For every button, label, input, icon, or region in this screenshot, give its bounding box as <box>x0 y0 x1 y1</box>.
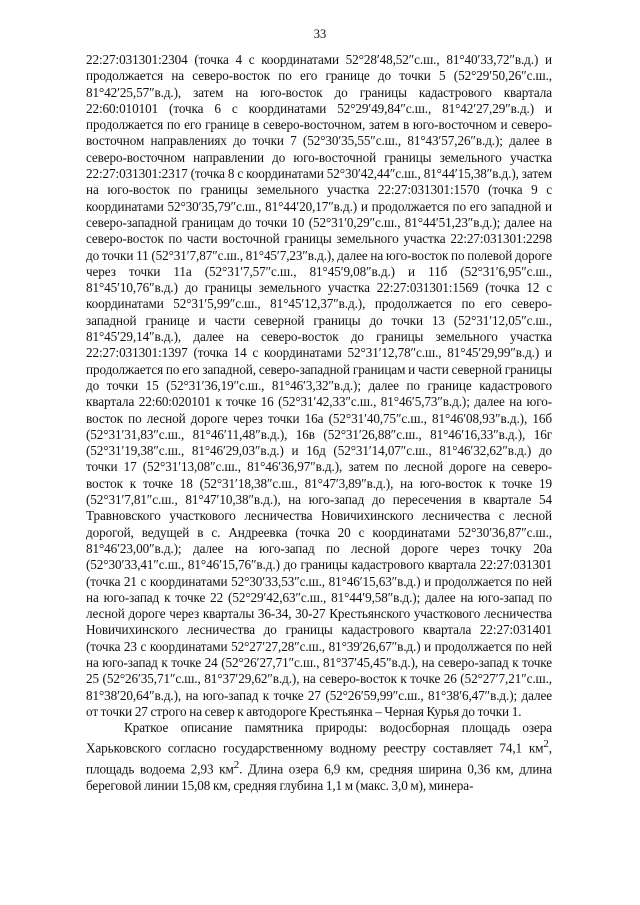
superscript-squared-2: 2 <box>233 759 240 772</box>
summary-text-part-3: . Длина озера 6,9 км, средняя ширина 0,36 км, длина береговой линии 15,08 км, средняя глубина 1,1 м (макс. 3,0 м), минера- <box>86 761 552 793</box>
summary-paragraph <box>86 720 552 794</box>
document-body <box>86 52 552 794</box>
summary-text-part-2: , площадь водоема 2,93 км <box>86 740 552 777</box>
superscript-squared-1: 2 <box>543 738 549 751</box>
summary-text-part-1: Краткое описание памятника природы: водосборная площадь озера Харьковского согласно государственному водному реестру составляет 74,1 км <box>86 720 552 756</box>
page-number: 33 <box>313 27 327 41</box>
boundary-description-paragraph: 22:27:031301:2304 (точка 4 с координатами 52°28′48,52″с.ш., 81°40′33,72″в.д.) и продолжается на северо-восток по его границе до точки 5 (52°29′50,26″с.ш., 81°42′25,57″в.д.), затем на юго-восток до границы кадастрового квартала 22:60:010101 (точка 6 с координатами 52°29′49,84″с.ш., 81°42′27,29″в.д.) и продолжается по его границе в северо-восточном, затем в юго-восточном и северо-восточном направлениях до точки 7 (52°30′35,55″с.ш., 81°43′57,26″в.д.); далее в северо-восточном направлении до юго-восточной границы земельного участка 22:27:031301:2317 (точка 8 с координатами 52°30′42,44″с.ш., 81°44′15,38″в.д.), затем на юго-восток по границы земельного участка 22:27:031301:1570 (точка 9 с координатами 52°30′35,79″с.ш., 81°44′20,17″в.д.) и продолжается по его западной и северо-западной границам до точки 10 (52°31′0,29″с.ш., 81°44′51,23″в.д.); далее на северо-восток по части восточной границы земельного участка 22:27:031301:2298 до точки 11 (52°31′7,87″с.ш., 81°45′7,23″в.д.), далее на юго-восток по полевой дороге через точки 11а (52°31′7,57″с.ш., 81°45′9,08″в.д.) и 11б (52°31′6,95″с.ш., 81°45′10,76″в.д.) до границы земельного участка 22:27:031301:1569 (точка 12 с координатами 52°31′5,99″с.ш., 81°45′12,37″в.д.), продолжается по его северо-западной границе и части северной границы до точки 13 (52°31′12,05″с.ш., 81°45′29,14″в.д.), далее на северо-восток до границы земельного участка 22:27:031301:1397 (точка 14 с координатами 52°31′12,78″с.ш., 81°45′29,99″в.д.) и продолжается по его западной, северо-западной границам и части северной границы до точки 15 (52°31′36,19″с.ш., 81°46′3,32″в.д.); далее по границе кадастрового квартала 22:60:020101 к точке 16 (52°31′42,33″с.ш., 81°46′5,73″в.д.); далее на юго-восток по лесной дороге через точки 16а (52°31′40,75″с.ш., 81°46′08,93″в.д.), 16б (52°31′31,83″с.ш., 81°46′11,48″в.д.), 16в (52°31′26,88″с.ш., 81°46′16,33″в.д.), 16г (52°31′19,38″с.ш., 81°46′29,03″в.д.) и 16д (52°31′14,07″с.ш., 81°46′32,62″в.д.) до точки 17 (52°31′13,08″с.ш., 81°46′36,97″в.д.), затем по лесной дороге на северо-восток к точке 18 (52°31′18,38″с.ш., 81°47′3,89″в.д.), на юго-восток к точке 19 (52°31′7,81″с.ш., 81°47′10,38″в.д.), на юго-запад до пересечения в квартале 54 Травновского участкового лесничества Новичихинского лесничества с лесной дорогой, ведущей в с. Андреевка (точка 20 с координатами 52°30′36,87″с.ш., 81°46′23,00″в.д.); далее на юго-запад по лесной дороге через точку 20а (52°30′33,41″с.ш., 81°46′15,76″в.д.) до границы кадастрового квартала 22:27:031301 (точка 21 с координатами 52°30′33,53″с.ш., 81°46′15,63″в.д.) и продолжается по ней на юго-запад к точке 22 (52°29′42,63″с.ш., 81°44′9,58″в.д.); далее на юго-запад по лесной дороге через кварталы 36-34, 30-27 Крестьянского участкового лесничества Новичихинского лесничества до границы кадастрового квартала 22:27:031401 (точка 23 с координатами 52°27′27,28″с.ш., 81°39′26,67″в.д.) и продолжается по ней на юго-запад к точке 24 (52°26′27,71″с.ш., 81°37′45,45″в.д.), на северо-запад к точке 25 (52°26′35,71″с.ш., 81°37′29,62″в.д.), на северо-восток к точке 26 (52°27′7,21″с.ш., 81°38′20,64″в.д.), на юго-запад к точке 27 (52°26′59,99″с.ш., 81°38′6,47″в.д.); далее от точки 27 строго на север к автодороге Крестьянка – Черная Курья до точки 1. <box>86 52 552 719</box>
